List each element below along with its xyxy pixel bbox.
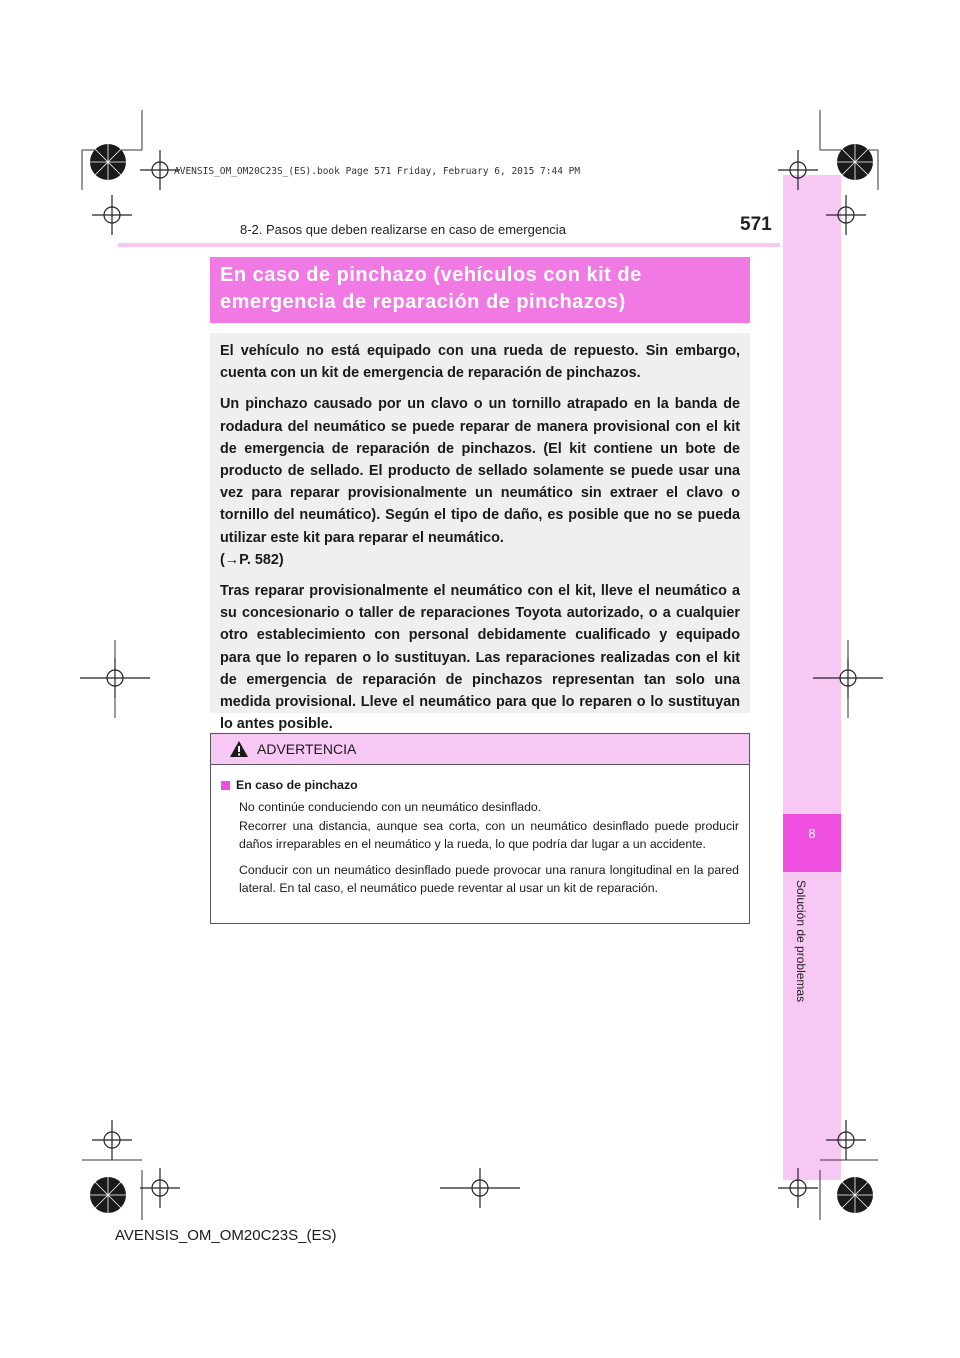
warning-line-2: Recorrer una distancia, aunque sea corta, con un neumático desinflado puede producir daños irreparables en el neumático y la rueda, lo que podría dar lugar a un accidente. — [239, 818, 739, 852]
warning-heading: ADVERTENCIA — [257, 741, 357, 757]
chapter-number: 8 — [808, 826, 816, 841]
page-number: 571 — [740, 214, 772, 235]
summary-paragraph-3: Tras reparar provisionalmente el neumático con el kit, lleve el neumático a su concesionario o taller de reparaciones Toyota autorizado, o a cualquier otro establecimiento con personal debidamente cualificado y equipado para que lo reparen o lo sustituyan. Las reparaciones realizadas con el kit de emergencia de reparación de pinchazos representan tan solo una medida provisional. Lleve el neumático para que lo reparen o lo sustituyan lo antes posible. — [220, 583, 740, 733]
page-reference: (→P. 582) — [220, 551, 284, 568]
chapter-label: Solución de problemas — [794, 880, 808, 1003]
title-line-1: En caso de pinchazo (vehículos con kit de — [220, 264, 642, 286]
title-line-2: emergencia de reparación de pinchazos) — [220, 291, 626, 313]
summary-paragraph-1: El vehículo no está equipado con una rueda de repuesto. Sin embargo, cuenta con un kit de emergencia de reparación de pinchazos. — [220, 343, 740, 382]
warning-subheading-text: En caso de pinchazo — [236, 778, 358, 792]
section-label: 8-2. Pasos que deben realizarse en caso de emergencia — [240, 222, 566, 237]
document-code: AVENSIS_OM_OM20C23S_(ES) — [115, 1227, 337, 1244]
book-stamp: AVENSIS_OM_OM20C23S_(ES).book Page 571 Friday, February 6, 2015 7:44 PM — [174, 166, 581, 177]
warning-line-3: Conducir con un neumático desinflado puede provocar una ranura longitudinal en la pared lateral. En tal caso, el neumático puede reventar al usar un kit de reparación. — [239, 862, 739, 896]
warning-line-1: No continúe conduciendo con un neumático desinflado. — [239, 800, 542, 815]
summary-paragraph-2-text: Un pinchazo causado por un clavo o un tornillo atrapado en la banda de rodadura del neumático se puede reparar de manera provisional con el kit de emergencia de reparación de pinchazos. (El kit contiene un bote de producto de sellado. El producto de sellado solamente se puede usar una vez para reparar provisionalmente un neumático sin extraer el clavo o tornillo del neumático). Según el tipo de daño, es posible que no se pueda utilizar este kit para reparar el neumático. — [220, 396, 740, 546]
